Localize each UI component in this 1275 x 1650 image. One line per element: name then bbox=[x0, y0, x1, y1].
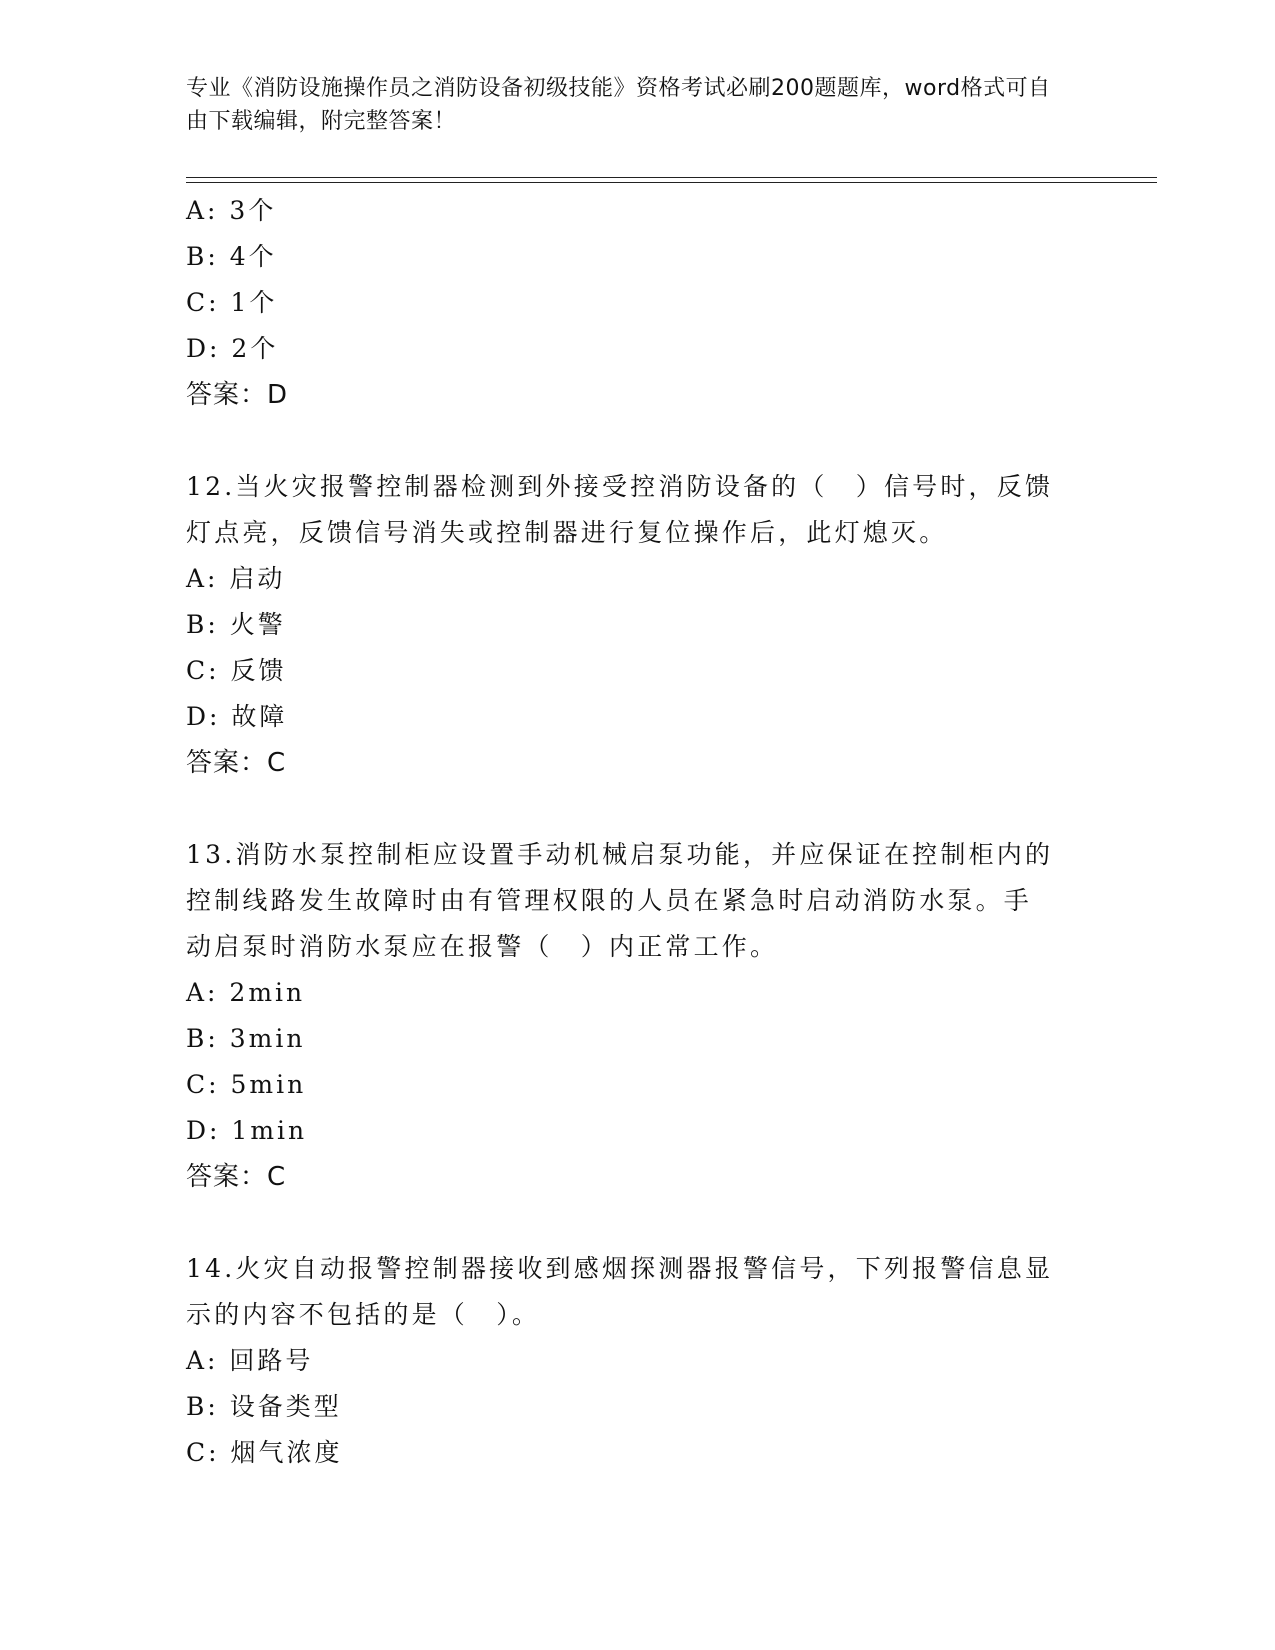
question-stem-line: 12.当火灾报警控制器检测到外接受控消防设备的（ ）信号时，反馈 bbox=[186, 472, 1054, 501]
header-divider-top bbox=[186, 177, 1157, 178]
question-stem-line: 控制线路发生故障时由有管理权限的人员在紧急时启动消防水泵。手 bbox=[186, 886, 1033, 915]
option-a: A: 回路号 bbox=[186, 1346, 314, 1375]
question-12 bbox=[186, 464, 1086, 786]
option-a: A: 2min bbox=[186, 978, 306, 1007]
option-a: A: 3个 bbox=[186, 196, 277, 225]
option-c: C: 烟气浓度 bbox=[186, 1438, 343, 1467]
spacer bbox=[186, 786, 1086, 832]
answer: 答案：C bbox=[186, 748, 287, 778]
option-b: B: 火警 bbox=[186, 610, 286, 639]
option-c: C: 5min bbox=[186, 1070, 307, 1099]
spacer bbox=[186, 1200, 1086, 1246]
spacer bbox=[186, 418, 1086, 464]
option-b: B: 4个 bbox=[186, 242, 277, 271]
answer: 答案：D bbox=[186, 380, 289, 410]
document-header: 专业《消防设施操作员之消防设备初级技能》资格考试必刷200题题库，word格式可自由下载编辑，附完整答案！ bbox=[186, 76, 1051, 134]
option-c: C: 反馈 bbox=[186, 656, 287, 685]
question-11 bbox=[186, 188, 1086, 418]
question-14 bbox=[186, 1246, 1086, 1476]
answer: 答案：C bbox=[186, 1162, 287, 1192]
question-stem-line: 13.消防水泵控制柜应设置手动机械启泵功能，并应保证在控制柜内的 bbox=[186, 840, 1054, 869]
option-b: B: 3min bbox=[186, 1024, 306, 1053]
question-list bbox=[186, 188, 1086, 1476]
option-a: A: 启动 bbox=[186, 564, 286, 593]
option-d: D: 故障 bbox=[186, 702, 288, 731]
question-stem-line: 动启泵时消防水泵应在报警（ ）内正常工作。 bbox=[186, 932, 779, 961]
option-d: D: 2个 bbox=[186, 334, 279, 363]
option-c: C: 1个 bbox=[186, 288, 278, 317]
header-divider-bottom bbox=[186, 182, 1157, 183]
question-stem-line: 示的内容不包括的是（ ）。 bbox=[186, 1300, 541, 1329]
question-13 bbox=[186, 832, 1086, 1200]
option-d: D: 1min bbox=[186, 1116, 308, 1145]
question-stem-line: 14.火灾自动报警控制器接收到感烟探测器报警信号，下列报警信息显 bbox=[186, 1254, 1054, 1283]
question-stem-line: 灯点亮，反馈信号消失或控制器进行复位操作后，此灯熄灭。 bbox=[186, 518, 948, 547]
option-b: B: 设备类型 bbox=[186, 1392, 342, 1421]
